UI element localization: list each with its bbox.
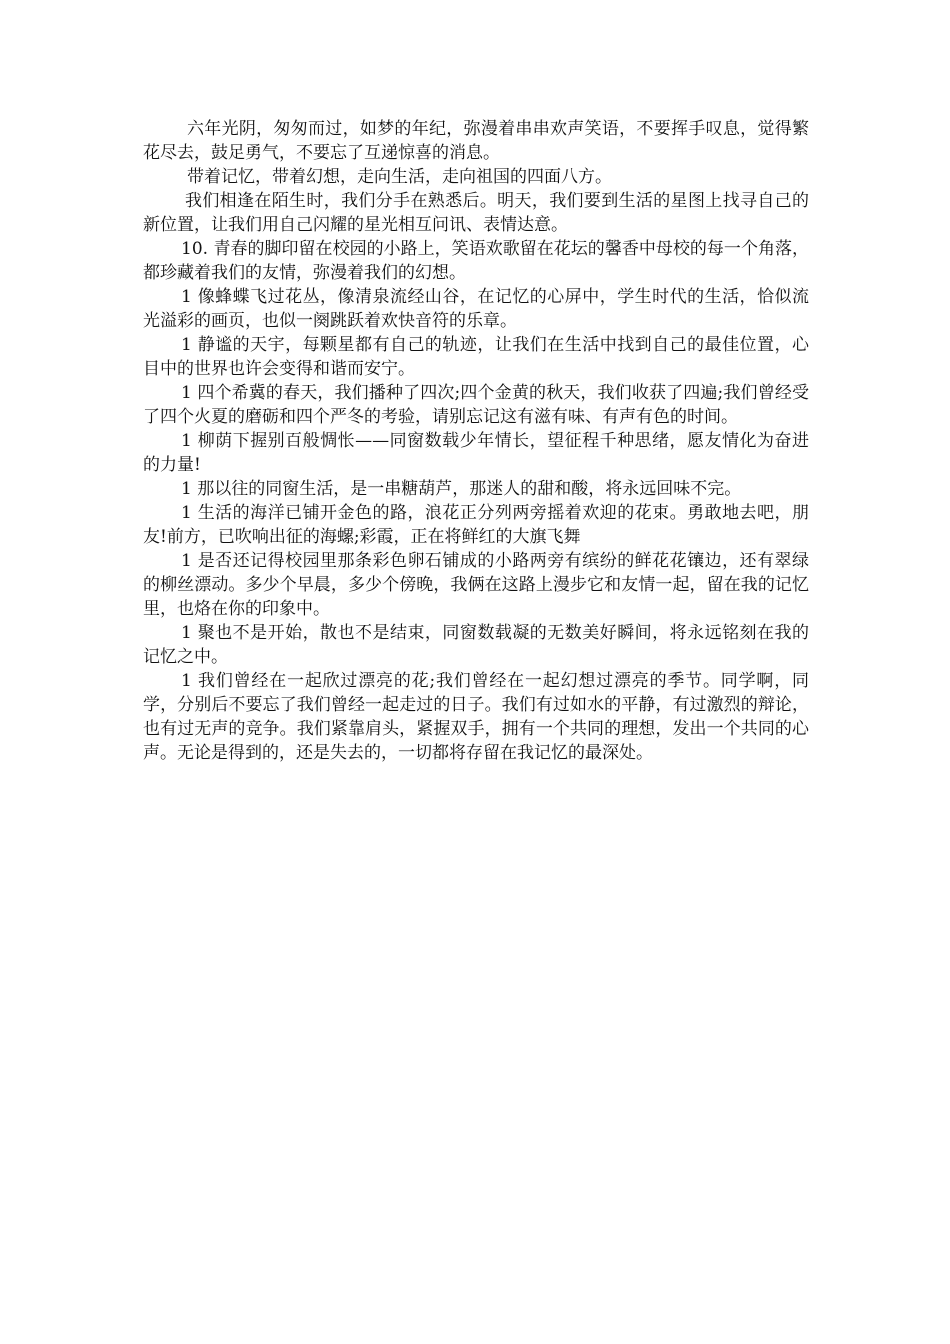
paragraph-11: 1 是否还记得校园里那条彩色卵石铺成的小路两旁有缤纷的鲜花花镶边，还有翠绿的柳丝漂动。多少个早晨，多少个傍晚，我俩在这路上漫步它和友情一起，留在我的记忆里，也烙在你的印象中。 xyxy=(143,551,809,619)
paragraph-5: 1 像蜂蝶飞过花丛，像清泉流经山谷，在记忆的心屏中，学生时代的生活，恰似流光溢彩的画页，也似一阕跳跃着欢快音符的乐章。 xyxy=(143,287,809,331)
paragraph-9: 1 那以往的同窗生活，是一串糖葫芦，那迷人的甜和酸，将永远回味不完。 xyxy=(181,479,742,499)
paragraph-3: 我们相逢在陌生时，我们分手在熟悉后。明天，我们要到生活的星图上找寻自己的新位置，让我们用自己闪耀的星光相互问讯、表情达意。 xyxy=(143,191,809,235)
paragraph-13: 1 我们曾经在一起欣过漂亮的花;我们曾经在一起幻想过漂亮的季节。同学啊，同学，分别后不要忘了我们曾经一起走过的日子。我们有过如水的平静，有过激烈的辩论，也有过无声的竞争。我们紧靠肩头，紧握双手，拥有一个共同的理想，发出一个共同的心声。无论是得到的，还是失去的，一切都将存留在我记忆的最深处。 xyxy=(143,671,809,763)
document-body xyxy=(143,117,809,765)
paragraph-7: 1 四个希冀的春天，我们播种了四次;四个金黄的秋天，我们收获了四遍;我们曾经受了四个火夏的磨砺和四个严冬的考验，请别忘记这有滋有味、有声有色的时间。 xyxy=(143,383,809,427)
paragraph-4: 10. 青春的脚印留在校园的小路上，笑语欢歌留在花坛的馨香中母校的每一个角落，都珍藏着我们的友情，弥漫着我们的幻想。 xyxy=(143,239,809,283)
paragraph-2: 带着记忆，带着幻想，走向生活，走向祖国的四面八方。 xyxy=(187,167,612,187)
paragraph-10: 1 生活的海洋已铺开金色的路，浪花正分列两旁摇着欢迎的花束。勇敢地去吧，朋友!前方，已吹响出征的海螺;彩霞，正在将鲜红的大旗飞舞 xyxy=(143,503,809,547)
paragraph-1: 六年光阴，匆匆而过，如梦的年纪，弥漫着串串欢声笑语，不要挥手叹息，觉得繁花尽去，鼓足勇气，不要忘了互递惊喜的消息。 xyxy=(143,119,809,163)
paragraph-6: 1 静谧的天宇，每颗星都有自己的轨迹，让我们在生活中找到自己的最佳位置，心目中的世界也许会变得和谐而安宁。 xyxy=(143,335,809,379)
paragraph-12: 1 聚也不是开始，散也不是结束，同窗数载凝的无数美好瞬间，将永远铭刻在我的记忆之中。 xyxy=(143,623,809,667)
paragraph-8: 1 柳荫下握别百般惆怅——同窗数载少年情长，望征程千种思绪，愿友情化为奋进的力量! xyxy=(143,431,809,475)
